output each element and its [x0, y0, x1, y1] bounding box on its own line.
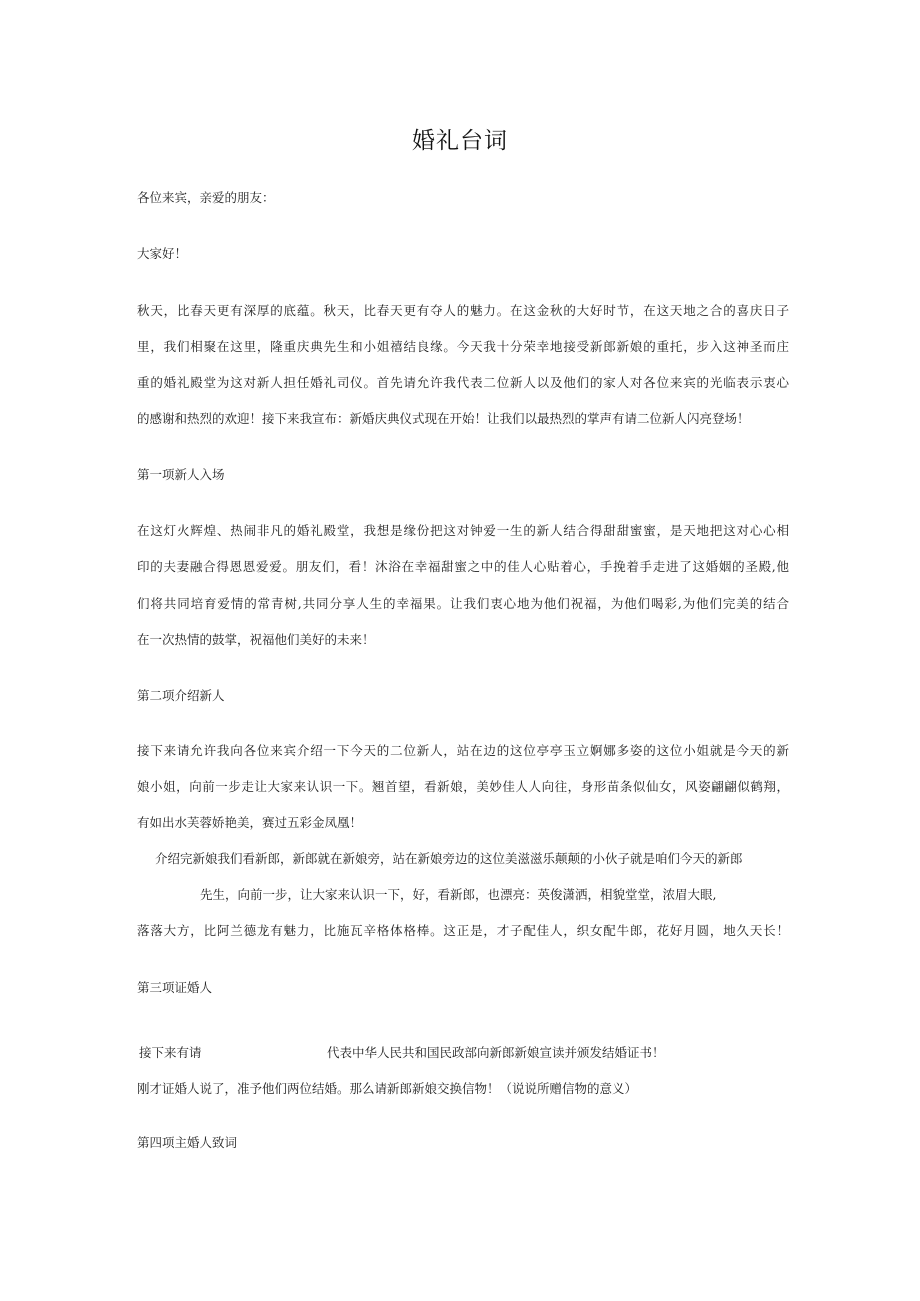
section-heading: 第二项介绍新人: [137, 688, 225, 703]
paragraph-line: 在这灯火辉煌、热闹非凡的婚礼殿堂，我想是缘份把这对钟爱一生的新人结合得甜甜蜜蜜，是天地把这对心心相: [137, 523, 789, 538]
paragraph-line: 娘小姐，向前一步走让大家来认识一下。翘首望，看新娘，美妙佳人人向往，身形苗条似仙女，风姿翩翩似鹤翔，: [137, 779, 789, 794]
section-heading: 第一项新人入场: [137, 467, 225, 482]
paragraph-line: 秋天，比春天更有深厚的底蕴。秋天，比春天更有夺人的魅力。在这金秋的大好时节，在这天地之合的喜庆日子: [137, 303, 789, 318]
paragraph-line: 有如出水芙蓉娇艳美，赛过五彩金凤凰！: [137, 815, 363, 830]
paragraph-line: 印的夫妻融合得恩恩爱爱。朋友们，看！沐浴在幸福甜蜜之中的佳人心贴着心，手挽着手走进了这婚姻的圣殿,他: [137, 559, 789, 574]
document-title: 婚礼台词: [412, 128, 508, 154]
paragraph-line: 介绍完新娘我们看新郎，新郎就在新娘旁，站在新娘旁边的这位美滋滋乐颠颠的小伙子就是咱们今天的新郎: [155, 851, 743, 866]
section-heading: 第四项主婚人致词: [137, 1135, 238, 1150]
paragraph-line: 刚才证婚人说了，准予他们两位结婚。那么请新郎新娘交换信物！（说说所赠信物的意义）: [137, 1081, 638, 1096]
paragraph-line: 们将共同培育爱情的常青树,共同分享人生的幸福果。让我们衷心地为他们祝福，为他们喝彩,为他们完美的结合: [137, 596, 789, 611]
greeting: 各位来宾，亲爱的朋友：: [137, 190, 275, 205]
hello: 大家好！: [137, 246, 188, 261]
paragraph-line: 重的婚礼殿堂为这对新人担任婚礼司仪。首先请允许我代表二位新人以及他们的家人对各位来宾的光临表示衷心: [137, 375, 789, 390]
paragraph-line: 在一次热情的鼓掌，祝福他们美好的未来！: [137, 632, 375, 647]
paragraph-line: 接下来请允许我向各位来宾介绍一下今天的二位新人，站在边的这位亭亭玉立婀娜多姿的这位小姐就是今天的新: [137, 743, 789, 758]
paragraph-line: 里，我们相聚在这里，隆重庆典先生和小姐禧结良缘。今天我十分荣幸地接受新郎新娘的重托，步入这神圣而庄: [137, 339, 789, 354]
officiant-invite-text: 代表中华人民共和国民政部向新郎新娘宣读并颁发结婚证书！: [327, 1045, 665, 1060]
paragraph-line: 先生，向前一步，让大家来认识一下，好，看新郎，也漂亮：英俊潇洒，相貌堂堂，浓眉大眼,: [200, 887, 717, 902]
section-heading: 第三项证婚人: [137, 980, 213, 995]
officiant-invite-prefix: 接下来有请: [139, 1045, 202, 1060]
paragraph-line: 的感谢和热烈的欢迎！接下来我宣布：新婚庆典仪式现在开始！让我们以最热烈的掌声有请二位新人闪亮登场！: [137, 411, 750, 426]
paragraph-line: 落落大方，比阿兰德龙有魅力，比施瓦辛格体格棒。这正是，才子配佳人，织女配牛郎，花好月圆，地久天长！: [137, 923, 789, 938]
